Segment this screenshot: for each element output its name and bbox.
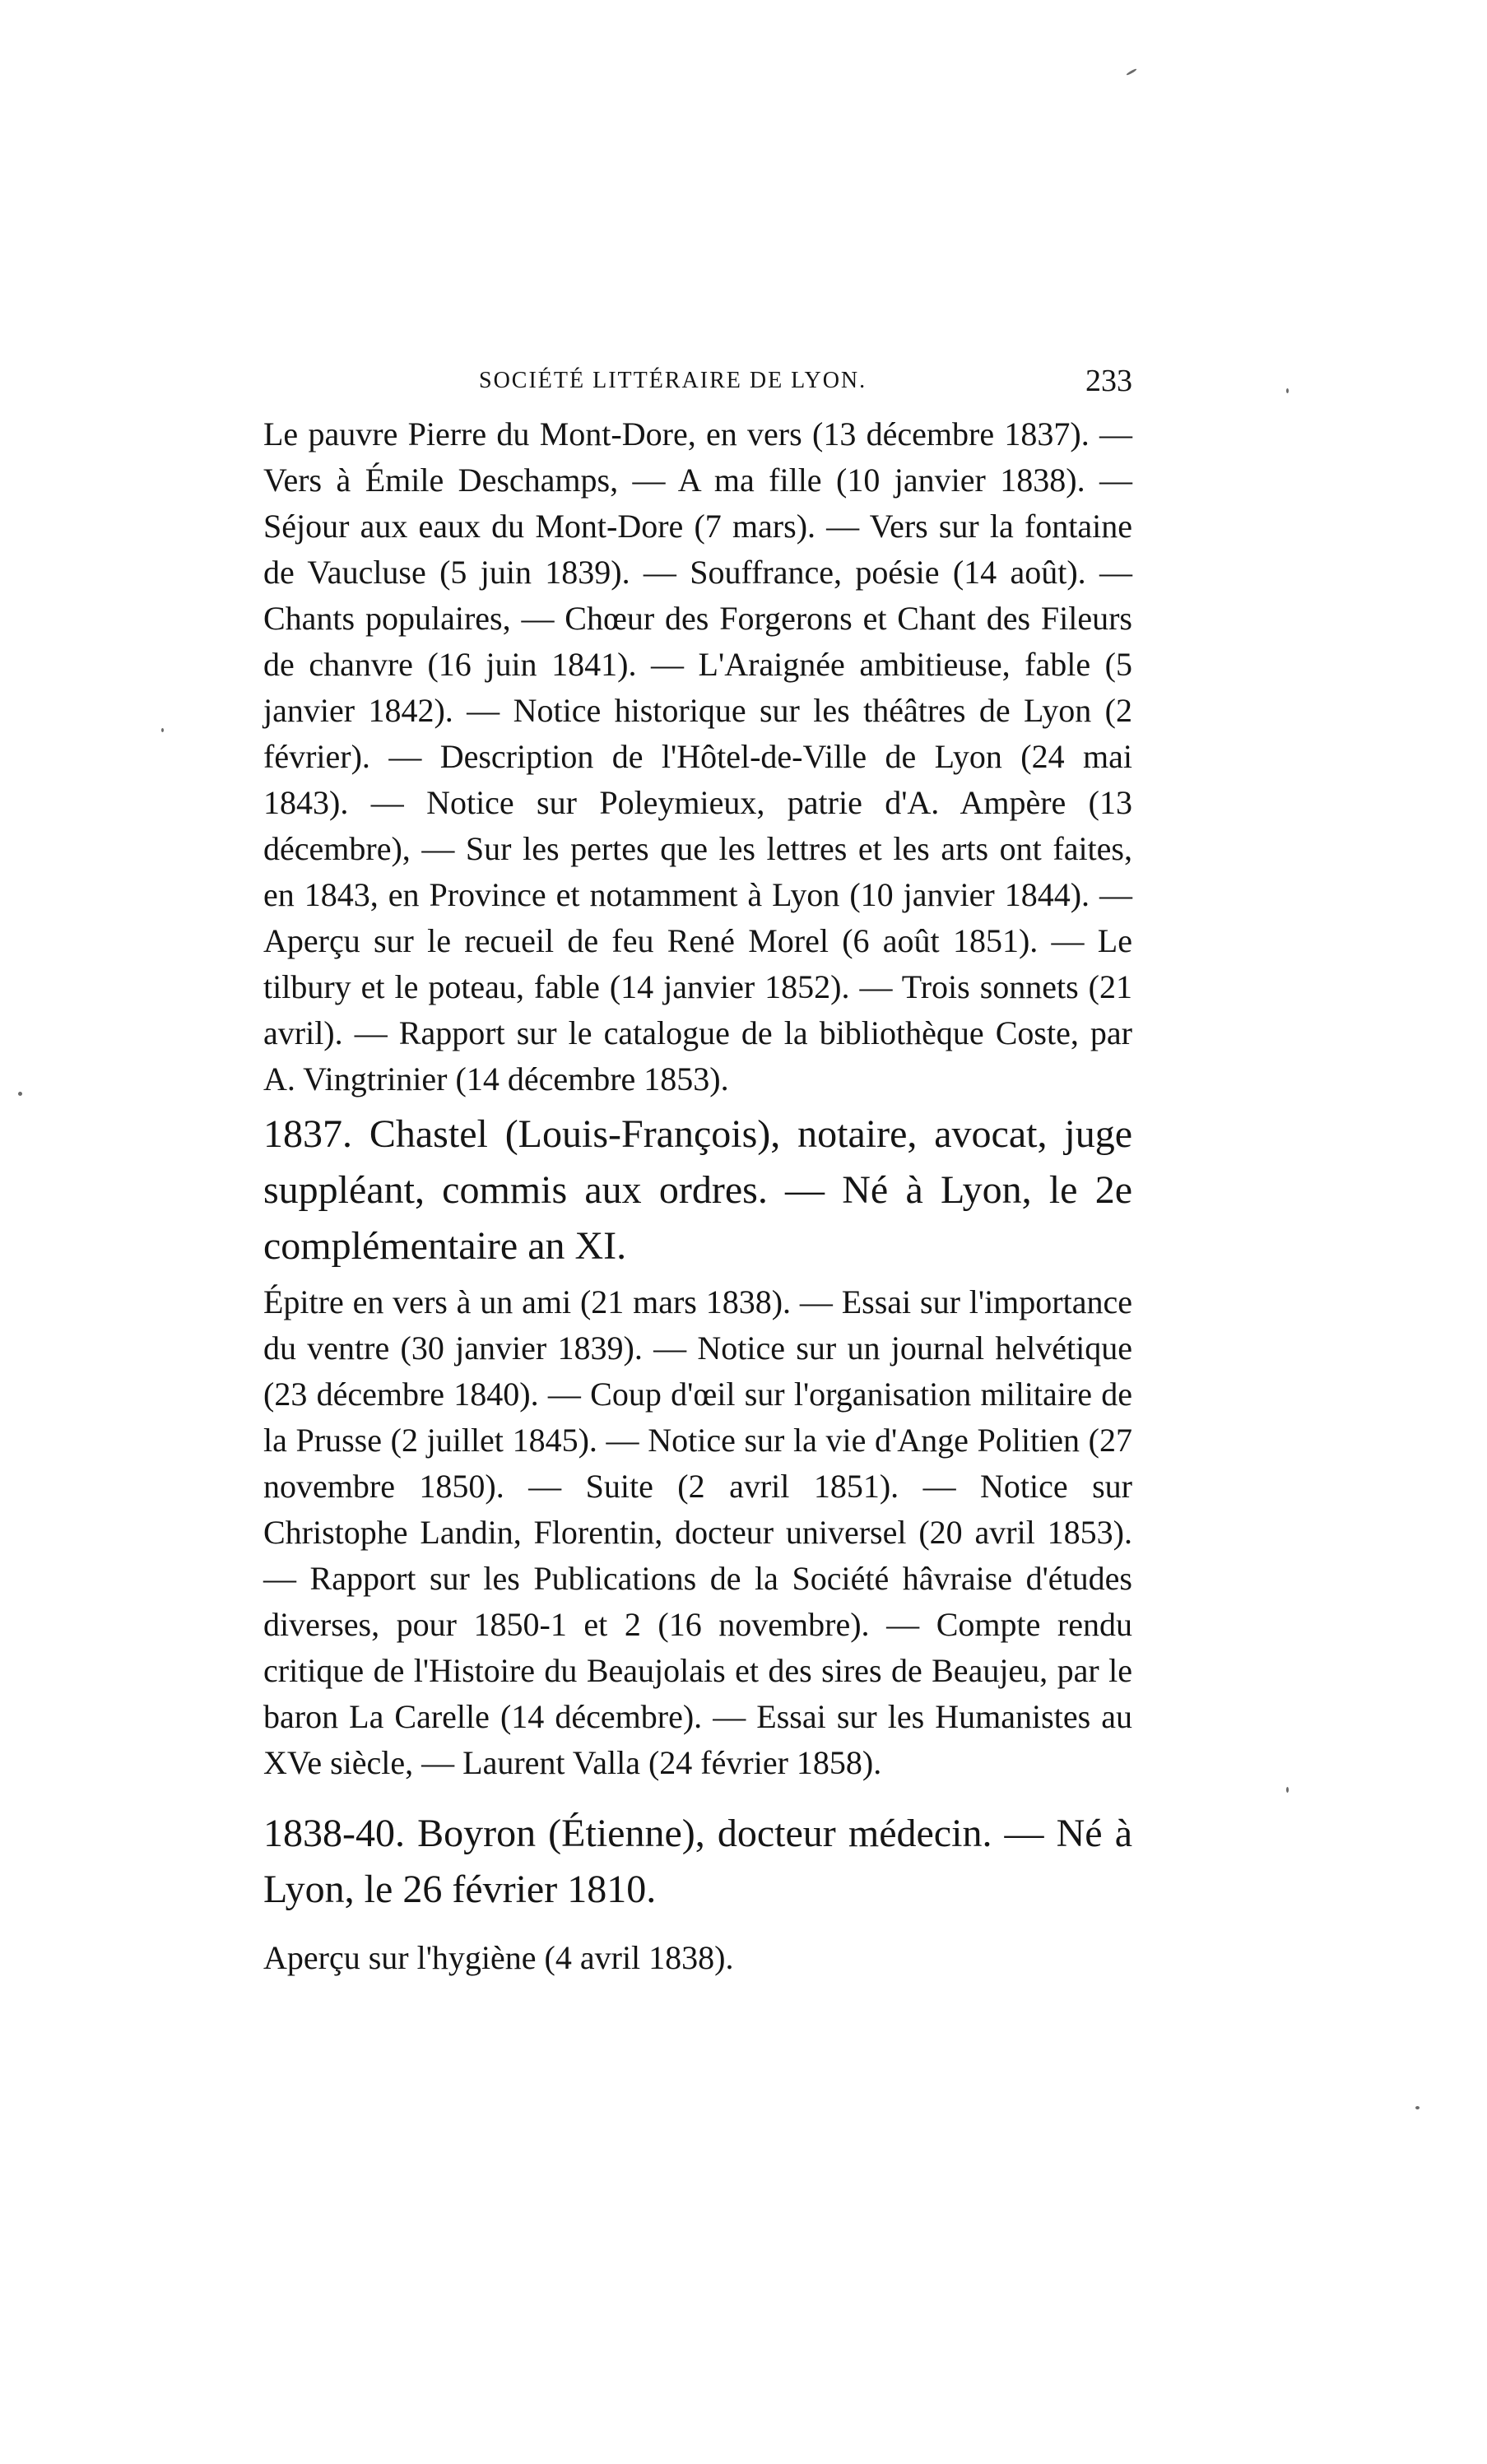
entry-number: 1838-40. — [263, 1812, 405, 1855]
scan-speck — [1126, 68, 1137, 77]
entry-boyron — [263, 1806, 1132, 1929]
running-header — [263, 362, 1132, 400]
entry-heading-text: Chastel (Louis-François), notaire, avocat, juge suppléant, commis aux ordres. — Né à Lyon, le 2e complémentaire an XI. — [263, 1112, 1132, 1268]
entry-chastel-works-block — [263, 1279, 1132, 1789]
scan-speck — [1286, 388, 1289, 393]
entry-heading — [263, 1107, 1132, 1274]
scan-speck — [1286, 1787, 1289, 1793]
intro-paragraph: Le pauvre Pierre du Mont-Dore, en vers (13 décembre 1837). — Vers à Émile Deschamps, — A ma fille (10 janvier 1838). — Séjour aux eaux du Mont-Dore (7 mars). — Vers sur la fontaine de Vaucluse (5 juin 1839). — Souffrance, poésie (14 août). — Chants populaires, — Chœur des Forgerons et Chant des Fileurs de chanvre (16 juin 1841). — L'Araignée ambitieuse, fable (5 janvier 1842). — Notice historique sur les théâtres de Lyon (2 février). — Description de l'Hôtel-de-Ville de Lyon (24 mai 1843). — Notice sur Poleymieux, patrie d'A. Ampère (13 décembre), — Sur les pertes que les lettres et les arts ont faites, en 1843, en Province et notamment à Lyon (10 janvier 1844). — Aperçu sur le recueil de feu René Morel (6 août 1851). — Le tilbury et le poteau, fable (14 janvier 1852). — Trois sonnets (21 avril). — Rapport sur le catalogue de la bibliothèque Coste, par A. Vingtrinier (14 décembre 1853). — [263, 415, 1132, 1097]
entry-number: 1837. — [263, 1112, 352, 1156]
entry-boyron-works-block — [263, 1935, 1132, 1984]
entry-works: Épitre en vers à un ami (21 mars 1838). — Essai sur l'importance du ventre (30 janvier 1839). — Notice sur un journal helvétique (23 décembre 1840). — Coup d'œil sur l'organisation militaire de la Prusse (2 juillet 1845). — Notice sur la vie d'Ange Politien (27 novembre 1850). — Suite (2 avril 1851). — Notice sur Christophe Landin, Florentin, docteur universel (20 avril 1853). — Rapport sur les Publications de la Société hâvraise d'études diverses, pour 1850-1 et 2 (16 novembre). — Compte rendu critique de l'Histoire du Beaujolais et des sires de Beaujeu, par le baron La Carelle (14 décembre). — Essai sur les Humanistes au XVe siècle, — Laurent Valla (24 février 1858). — [263, 1283, 1132, 1781]
page-number: 233 — [1085, 364, 1132, 398]
intro-paragraph-block — [263, 411, 1132, 1097]
scan-speck — [18, 1092, 22, 1096]
entry-heading-text: Boyron (Étienne), docteur médecin. — Né à Lyon, le 26 février 1810. — [263, 1812, 1132, 1911]
scan-speck — [161, 728, 164, 732]
scan-speck — [1415, 2106, 1420, 2109]
running-title: SOCIÉTÉ LITTÉRAIRE DE LYON. — [479, 368, 867, 393]
entry-works: Aperçu sur l'hygiène (4 avril 1838). — [263, 1939, 734, 1976]
entry-heading — [263, 1806, 1132, 1918]
